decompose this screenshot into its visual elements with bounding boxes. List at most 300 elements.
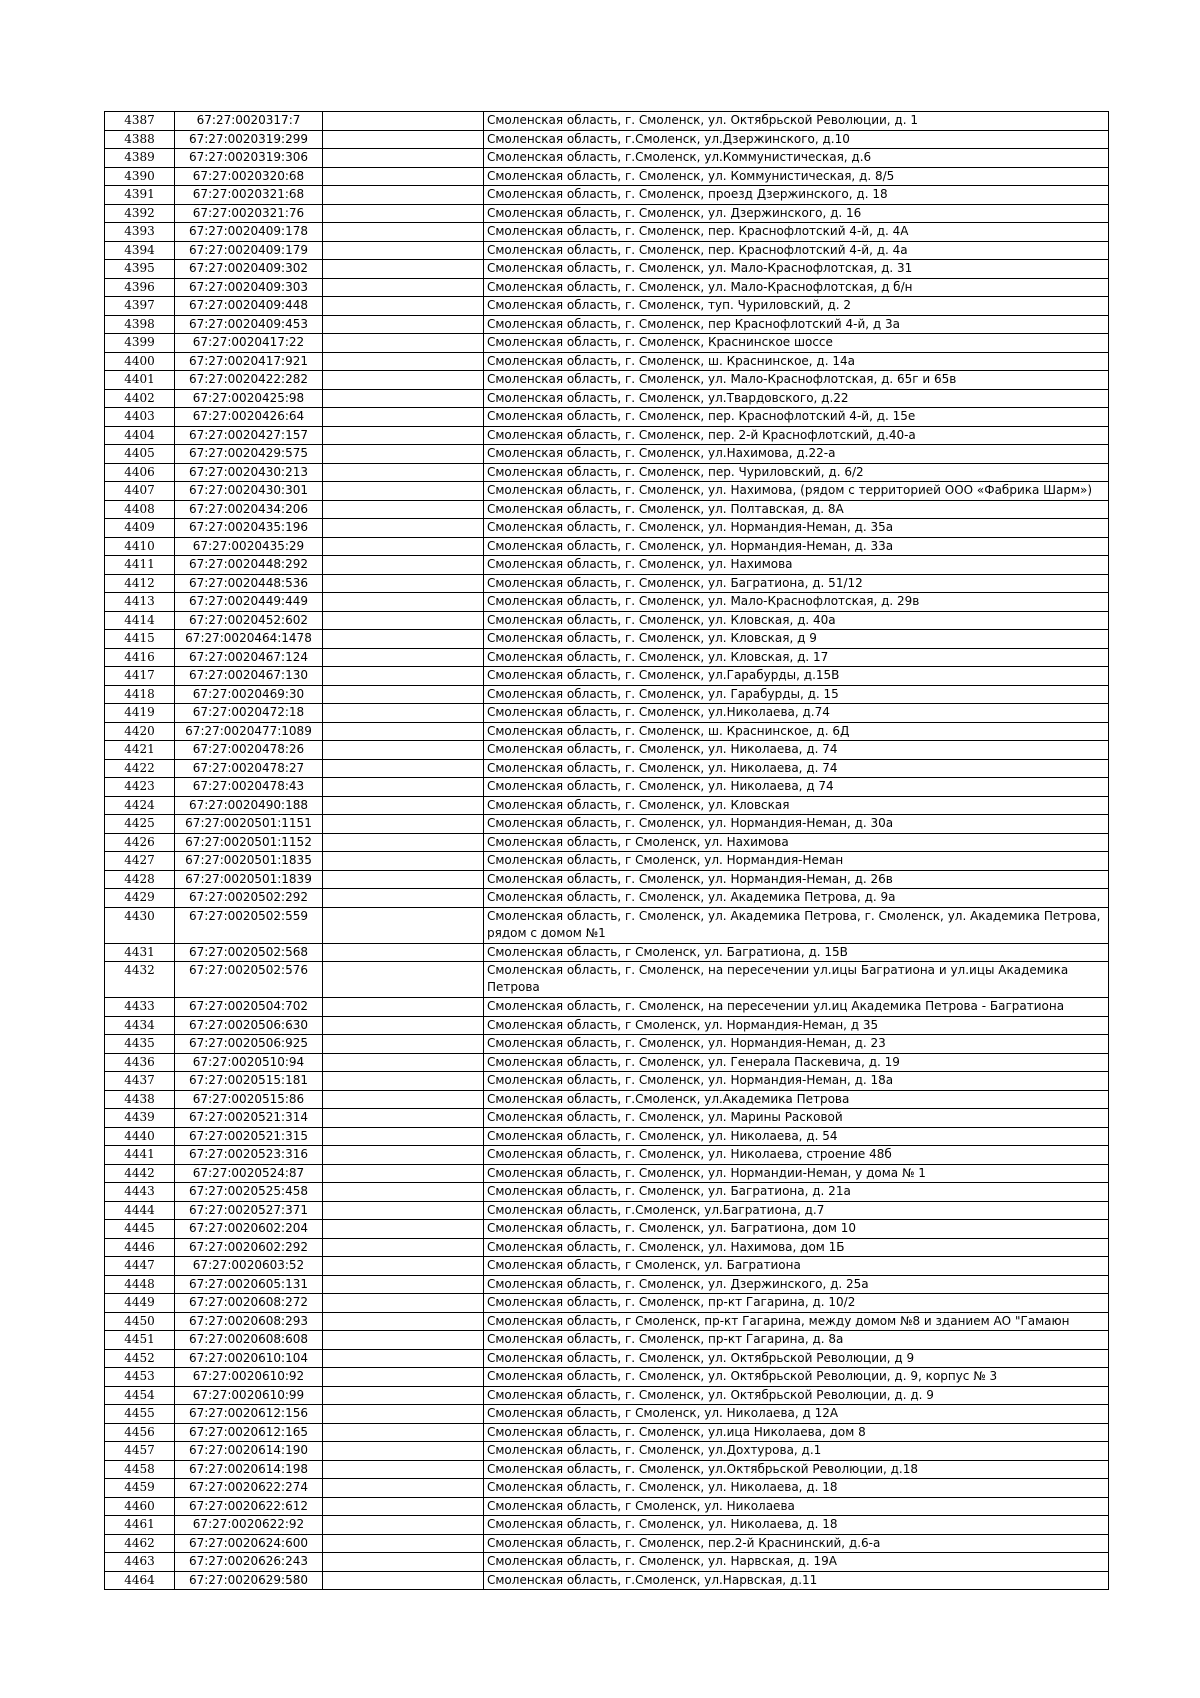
table-row — [105, 1423, 1109, 1442]
cadastral-number-cell: 67:27:0020417:921 — [175, 352, 323, 371]
table-row — [105, 1405, 1109, 1424]
cadastral-number-cell: 67:27:0020478:27 — [175, 759, 323, 778]
cadastral-number-cell: 67:27:0020490:188 — [175, 796, 323, 815]
cadastral-number-cell: 67:27:0020624:600 — [175, 1534, 323, 1553]
address-cell: Смоленская область, г. Смоленск, ул. Дзержинского, д. 16 — [484, 204, 1109, 223]
empty-cell — [323, 685, 484, 704]
empty-cell — [323, 611, 484, 630]
address-cell: Смоленская область, г. Смоленск, ул. Нормандия-Неман, д. 35а — [484, 519, 1109, 538]
address-cell: Смоленская область, г Смоленск, ул. Багратиона — [484, 1257, 1109, 1276]
cadastral-number-cell: 67:27:0020321:68 — [175, 186, 323, 205]
table-row — [105, 1497, 1109, 1516]
table-row — [105, 889, 1109, 908]
row-number-cell: 4451 — [105, 1331, 175, 1350]
row-number-cell: 4462 — [105, 1534, 175, 1553]
cadastral-number-cell: 67:27:0020610:99 — [175, 1386, 323, 1405]
address-cell: Смоленская область, г. Смоленск, ул.Николаева, д.74 — [484, 704, 1109, 723]
table-row — [105, 1090, 1109, 1109]
cadastral-number-cell: 67:27:0020525:458 — [175, 1183, 323, 1202]
address-cell: Смоленская область, г. Смоленск, ул. Багратиона, дом 10 — [484, 1220, 1109, 1239]
empty-cell — [323, 1479, 484, 1498]
cadastral-number-cell: 67:27:0020502:576 — [175, 962, 323, 998]
empty-cell — [323, 1090, 484, 1109]
row-number-cell: 4416 — [105, 648, 175, 667]
empty-cell — [323, 1072, 484, 1091]
cadastral-number-cell: 67:27:0020608:608 — [175, 1331, 323, 1350]
table-row — [105, 482, 1109, 501]
address-cell: Смоленская область, г. Смоленск, ул. Марины Расковой — [484, 1109, 1109, 1128]
address-cell: Смоленская область, г. Смоленск, ул. Нарвская, д. 19А — [484, 1553, 1109, 1572]
address-cell: Смоленская область, г. Смоленск, ул. Дзержинского, д. 25а — [484, 1275, 1109, 1294]
empty-cell — [323, 667, 484, 686]
cadastral-number-cell: 67:27:0020478:43 — [175, 778, 323, 797]
row-number-cell: 4404 — [105, 426, 175, 445]
empty-cell — [323, 778, 484, 797]
empty-cell — [323, 426, 484, 445]
table-row — [105, 408, 1109, 427]
row-number-cell: 4448 — [105, 1275, 175, 1294]
address-cell: Смоленская область, г Смоленск, ул. Нормандия-Неман, д 35 — [484, 1016, 1109, 1035]
cadastral-number-cell: 67:27:0020478:26 — [175, 741, 323, 760]
empty-cell — [323, 130, 484, 149]
address-cell: Смоленская область, г. Смоленск, ул. Мало-Краснофлотская, д. 29в — [484, 593, 1109, 612]
table-row — [105, 1238, 1109, 1257]
row-number-cell: 4432 — [105, 962, 175, 998]
cadastral-number-cell: 67:27:0020626:243 — [175, 1553, 323, 1572]
empty-cell — [323, 1053, 484, 1072]
table-row — [105, 998, 1109, 1017]
address-cell: Смоленская область, г. Смоленск, ул. Нахимова, (рядом с территорией ООО «Фабрика Шарм») — [484, 482, 1109, 501]
table-row — [105, 759, 1109, 778]
address-cell: Смоленская область, г Смоленск, ул. Нахимова — [484, 833, 1109, 852]
address-cell: Смоленская область, г. Смоленск, пер.2-й Краснинский, д.6-а — [484, 1534, 1109, 1553]
row-number-cell: 4408 — [105, 500, 175, 519]
address-cell: Смоленская область, г. Смоленск, Краснинское шоссе — [484, 334, 1109, 353]
empty-cell — [323, 630, 484, 649]
row-number-cell: 4438 — [105, 1090, 175, 1109]
table-row — [105, 1275, 1109, 1294]
cadastral-number-cell: 67:27:0020425:98 — [175, 389, 323, 408]
table-row — [105, 1220, 1109, 1239]
row-number-cell: 4427 — [105, 852, 175, 871]
table-row — [105, 519, 1109, 538]
empty-cell — [323, 1534, 484, 1553]
table-row — [105, 907, 1109, 943]
address-cell: Смоленская область, г.Смоленск, ул.Академика Петрова — [484, 1090, 1109, 1109]
empty-cell — [323, 1238, 484, 1257]
row-number-cell: 4402 — [105, 389, 175, 408]
empty-cell — [323, 1405, 484, 1424]
cadastral-number-cell: 67:27:0020612:156 — [175, 1405, 323, 1424]
address-cell: Смоленская область, г. Смоленск, ул. Кловская — [484, 796, 1109, 815]
cadastral-number-cell: 67:27:0020477:1089 — [175, 722, 323, 741]
cadastral-number-cell: 67:27:0020524:87 — [175, 1164, 323, 1183]
table-row — [105, 574, 1109, 593]
cadastral-number-cell: 67:27:0020472:18 — [175, 704, 323, 723]
row-number-cell: 4435 — [105, 1035, 175, 1054]
address-cell: Смоленская область, г. Смоленск, ул.Гарабурды, д.15В — [484, 667, 1109, 686]
row-number-cell: 4459 — [105, 1479, 175, 1498]
table-row — [105, 278, 1109, 297]
empty-cell — [323, 1183, 484, 1202]
address-cell: Смоленская область, г. Смоленск, ул.Нахимова, д.22-а — [484, 445, 1109, 464]
table-row — [105, 1053, 1109, 1072]
row-number-cell: 4418 — [105, 685, 175, 704]
table-row — [105, 352, 1109, 371]
cadastral-number-cell: 67:27:0020430:301 — [175, 482, 323, 501]
empty-cell — [323, 1368, 484, 1387]
table-row — [105, 371, 1109, 390]
cadastral-number-cell: 67:27:0020452:602 — [175, 611, 323, 630]
row-number-cell: 4429 — [105, 889, 175, 908]
empty-cell — [323, 1331, 484, 1350]
table-row — [105, 648, 1109, 667]
cadastral-number-cell: 67:27:0020409:178 — [175, 223, 323, 242]
empty-cell — [323, 870, 484, 889]
table-row — [105, 593, 1109, 612]
empty-cell — [323, 1386, 484, 1405]
table-row — [105, 1571, 1109, 1590]
address-cell: Смоленская область, г. Смоленск, пер Краснофлотский 4-й, д 3а — [484, 315, 1109, 334]
address-cell: Смоленская область, г. Смоленск, ул. Мало-Краснофлотская, д. 31 — [484, 260, 1109, 279]
empty-cell — [323, 815, 484, 834]
row-number-cell: 4394 — [105, 241, 175, 260]
row-number-cell: 4421 — [105, 741, 175, 760]
empty-cell — [323, 389, 484, 408]
table-row — [105, 630, 1109, 649]
cadastral-number-cell: 67:27:0020320:68 — [175, 167, 323, 186]
row-number-cell: 4431 — [105, 943, 175, 962]
row-number-cell: 4463 — [105, 1553, 175, 1572]
row-number-cell: 4406 — [105, 463, 175, 482]
cadastral-number-cell: 67:27:0020521:315 — [175, 1127, 323, 1146]
table-row — [105, 445, 1109, 464]
cadastral-number-cell: 67:27:0020426:64 — [175, 408, 323, 427]
row-number-cell: 4449 — [105, 1294, 175, 1313]
address-cell: Смоленская область, г. Смоленск, ул. Николаева, д. 74 — [484, 741, 1109, 760]
row-number-cell: 4439 — [105, 1109, 175, 1128]
cadastral-number-cell: 67:27:0020605:131 — [175, 1275, 323, 1294]
empty-cell — [323, 556, 484, 575]
cadastral-number-cell: 67:27:0020614:198 — [175, 1460, 323, 1479]
registry-table — [104, 111, 1109, 1590]
table-row — [105, 778, 1109, 797]
empty-cell — [323, 463, 484, 482]
cadastral-number-cell: 67:27:0020435:29 — [175, 537, 323, 556]
cadastral-number-cell: 67:27:0020501:1152 — [175, 833, 323, 852]
row-number-cell: 4414 — [105, 611, 175, 630]
row-number-cell: 4391 — [105, 186, 175, 205]
empty-cell — [323, 260, 484, 279]
cadastral-number-cell: 67:27:0020622:92 — [175, 1516, 323, 1535]
empty-cell — [323, 1294, 484, 1313]
row-number-cell: 4436 — [105, 1053, 175, 1072]
table-row — [105, 1349, 1109, 1368]
row-number-cell: 4409 — [105, 519, 175, 538]
row-number-cell: 4419 — [105, 704, 175, 723]
empty-cell — [323, 593, 484, 612]
cadastral-number-cell: 67:27:0020317:7 — [175, 112, 323, 131]
address-cell: Смоленская область, г. Смоленск, ул. Багратиона, д. 51/12 — [484, 574, 1109, 593]
registry-table-body — [105, 112, 1109, 1590]
empty-cell — [323, 445, 484, 464]
table-row — [105, 741, 1109, 760]
table-row — [105, 1386, 1109, 1405]
address-cell: Смоленская область, г.Смоленск, ул.Коммунистическая, д.6 — [484, 149, 1109, 168]
address-cell: Смоленская область, г. Смоленск, ул.Дохтурова, д.1 — [484, 1442, 1109, 1461]
table-row — [105, 241, 1109, 260]
row-number-cell: 4420 — [105, 722, 175, 741]
cadastral-number-cell: 67:27:0020502:559 — [175, 907, 323, 943]
row-number-cell: 4453 — [105, 1368, 175, 1387]
empty-cell — [323, 500, 484, 519]
row-number-cell: 4393 — [105, 223, 175, 242]
row-number-cell: 4442 — [105, 1164, 175, 1183]
table-row — [105, 1294, 1109, 1313]
row-number-cell: 4401 — [105, 371, 175, 390]
row-number-cell: 4445 — [105, 1220, 175, 1239]
cadastral-number-cell: 67:27:0020629:580 — [175, 1571, 323, 1590]
address-cell: Смоленская область, г. Смоленск, ул. Мало-Краснофлотская, д. 65г и 65в — [484, 371, 1109, 390]
table-row — [105, 149, 1109, 168]
address-cell: Смоленская область, г. Смоленск, ул. Николаева, д 74 — [484, 778, 1109, 797]
row-number-cell: 4411 — [105, 556, 175, 575]
empty-cell — [323, 833, 484, 852]
empty-cell — [323, 1442, 484, 1461]
empty-cell — [323, 167, 484, 186]
row-number-cell: 4417 — [105, 667, 175, 686]
row-number-cell: 4413 — [105, 593, 175, 612]
cadastral-number-cell: 67:27:0020319:306 — [175, 149, 323, 168]
row-number-cell: 4389 — [105, 149, 175, 168]
cadastral-number-cell: 67:27:0020429:575 — [175, 445, 323, 464]
address-cell: Смоленская область, г. Смоленск, пер. Краснофлотский 4-й, д. 4А — [484, 223, 1109, 242]
table-row — [105, 463, 1109, 482]
empty-cell — [323, 648, 484, 667]
row-number-cell: 4424 — [105, 796, 175, 815]
empty-cell — [323, 1423, 484, 1442]
table-row — [105, 1331, 1109, 1350]
address-cell: Смоленская область, г. Смоленск, ул. Николаева, д. 54 — [484, 1127, 1109, 1146]
address-cell: Смоленская область, г. Смоленск, ул. Нормандия-Неман, д. 30а — [484, 815, 1109, 834]
table-row — [105, 1553, 1109, 1572]
address-cell: Смоленская область, г. Смоленск, пер. 2-й Краснофлотский, д.40-а — [484, 426, 1109, 445]
row-number-cell: 4415 — [105, 630, 175, 649]
empty-cell — [323, 241, 484, 260]
cadastral-number-cell: 67:27:0020612:165 — [175, 1423, 323, 1442]
row-number-cell: 4443 — [105, 1183, 175, 1202]
address-cell: Смоленская область, г.Смоленск, ул.Багратиона, д.7 — [484, 1201, 1109, 1220]
row-number-cell: 4444 — [105, 1201, 175, 1220]
row-number-cell: 4388 — [105, 130, 175, 149]
address-cell: Смоленская область, г. Смоленск, ул. Нахимова, дом 1Б — [484, 1238, 1109, 1257]
address-cell: Смоленская область, г. Смоленск, ул. Николаева, д. 74 — [484, 759, 1109, 778]
address-cell: Смоленская область, г. Смоленск, пр-кт Гагарина, д. 8а — [484, 1331, 1109, 1350]
cadastral-number-cell: 67:27:0020610:92 — [175, 1368, 323, 1387]
table-row — [105, 426, 1109, 445]
cadastral-number-cell: 67:27:0020622:612 — [175, 1497, 323, 1516]
row-number-cell: 4446 — [105, 1238, 175, 1257]
row-number-cell: 4392 — [105, 204, 175, 223]
empty-cell — [323, 1516, 484, 1535]
empty-cell — [323, 482, 484, 501]
row-number-cell: 4426 — [105, 833, 175, 852]
table-row — [105, 1127, 1109, 1146]
address-cell: Смоленская область, г. Смоленск, ул. Генерала Паскевича, д. 19 — [484, 1053, 1109, 1072]
empty-cell — [323, 1571, 484, 1590]
empty-cell — [323, 537, 484, 556]
address-cell: Смоленская область, г. Смоленск, ул. Октябрьской Революции, д. 9, корпус № 3 — [484, 1368, 1109, 1387]
table-row — [105, 204, 1109, 223]
cadastral-number-cell: 67:27:0020608:293 — [175, 1312, 323, 1331]
cadastral-number-cell: 67:27:0020502:568 — [175, 943, 323, 962]
cadastral-number-cell: 67:27:0020321:76 — [175, 204, 323, 223]
table-row — [105, 833, 1109, 852]
row-number-cell: 4452 — [105, 1349, 175, 1368]
cadastral-number-cell: 67:27:0020622:274 — [175, 1479, 323, 1498]
table-row — [105, 1312, 1109, 1331]
table-row — [105, 704, 1109, 723]
cadastral-number-cell: 67:27:0020501:1839 — [175, 870, 323, 889]
address-cell: Смоленская область, г. Смоленск, ул. Мало-Краснофлотская, д б/н — [484, 278, 1109, 297]
cadastral-number-cell: 67:27:0020504:702 — [175, 998, 323, 1017]
address-cell: Смоленская область, г. Смоленск, проезд Дзержинского, д. 18 — [484, 186, 1109, 205]
empty-cell — [323, 889, 484, 908]
empty-cell — [323, 1349, 484, 1368]
cadastral-number-cell: 67:27:0020448:292 — [175, 556, 323, 575]
address-cell: Смоленская область, г. Смоленск, ул. Николаева, д. 18 — [484, 1479, 1109, 1498]
address-cell: Смоленская область, г. Смоленск, на пересечении ул.иц Академика Петрова - Багратиона — [484, 998, 1109, 1017]
empty-cell — [323, 112, 484, 131]
cadastral-number-cell: 67:27:0020510:94 — [175, 1053, 323, 1072]
empty-cell — [323, 204, 484, 223]
cadastral-number-cell: 67:27:0020521:314 — [175, 1109, 323, 1128]
address-cell: Смоленская область, г. Смоленск, на пересечении ул.ицы Багратиона и ул.ицы Академика Петрова — [484, 962, 1109, 998]
empty-cell — [323, 1220, 484, 1239]
cadastral-number-cell: 67:27:0020603:52 — [175, 1257, 323, 1276]
empty-cell — [323, 1127, 484, 1146]
table-row — [105, 1146, 1109, 1165]
row-number-cell: 4405 — [105, 445, 175, 464]
cadastral-number-cell: 67:27:0020448:536 — [175, 574, 323, 593]
table-row — [105, 852, 1109, 871]
table-row — [105, 556, 1109, 575]
table-row — [105, 112, 1109, 131]
cadastral-number-cell: 67:27:0020430:213 — [175, 463, 323, 482]
row-number-cell: 4454 — [105, 1386, 175, 1405]
cadastral-number-cell: 67:27:0020435:196 — [175, 519, 323, 538]
table-row — [105, 1516, 1109, 1535]
table-row — [105, 943, 1109, 962]
row-number-cell: 4458 — [105, 1460, 175, 1479]
row-number-cell: 4457 — [105, 1442, 175, 1461]
row-number-cell: 4412 — [105, 574, 175, 593]
empty-cell — [323, 278, 484, 297]
empty-cell — [323, 943, 484, 962]
empty-cell — [323, 704, 484, 723]
table-row — [105, 500, 1109, 519]
address-cell: Смоленская область, г Смоленск, ул. Багратиона, д. 15В — [484, 943, 1109, 962]
empty-cell — [323, 223, 484, 242]
cadastral-number-cell: 67:27:0020409:302 — [175, 260, 323, 279]
table-row — [105, 315, 1109, 334]
table-row — [105, 796, 1109, 815]
address-cell: Смоленская область, г. Смоленск, туп. Чуриловский, д. 2 — [484, 297, 1109, 316]
address-cell: Смоленская область, г. Смоленск, ул. Октябрьской Революции, д. д. 9 — [484, 1386, 1109, 1405]
address-cell: Смоленская область, г. Смоленск, ул.Твардовского, д.22 — [484, 389, 1109, 408]
address-cell: Смоленская область, г Смоленск, пр-кт Гагарина, между домом №8 и зданием АО "Гамаюн — [484, 1312, 1109, 1331]
row-number-cell: 4430 — [105, 907, 175, 943]
address-cell: Смоленская область, г. Смоленск, ул. Кловская, д. 40а — [484, 611, 1109, 630]
cadastral-number-cell: 67:27:0020467:124 — [175, 648, 323, 667]
empty-cell — [323, 574, 484, 593]
row-number-cell: 4423 — [105, 778, 175, 797]
empty-cell — [323, 1109, 484, 1128]
address-cell: Смоленская область, г. Смоленск, ул.ица Николаева, дом 8 — [484, 1423, 1109, 1442]
empty-cell — [323, 1257, 484, 1276]
address-cell: Смоленская область, г. Смоленск, пер. Краснофлотский 4-й, д. 15е — [484, 408, 1109, 427]
table-row — [105, 1442, 1109, 1461]
row-number-cell: 4461 — [105, 1516, 175, 1535]
table-row — [105, 722, 1109, 741]
address-cell: Смоленская область, г. Смоленск, ул. Нормандия-Неман, д. 18а — [484, 1072, 1109, 1091]
cadastral-number-cell: 67:27:0020608:272 — [175, 1294, 323, 1313]
cadastral-number-cell: 67:27:0020527:371 — [175, 1201, 323, 1220]
table-row — [105, 1072, 1109, 1091]
address-cell: Смоленская область, г Смоленск, ул. Нормандия-Неман — [484, 852, 1109, 871]
address-cell: Смоленская область, г. Смоленск, ул. Гарабурды, д. 15 — [484, 685, 1109, 704]
table-row — [105, 297, 1109, 316]
address-cell: Смоленская область, г. Смоленск, ул. Нахимова — [484, 556, 1109, 575]
row-number-cell: 4399 — [105, 334, 175, 353]
cadastral-number-cell: 67:27:0020501:1151 — [175, 815, 323, 834]
table-row — [105, 962, 1109, 998]
address-cell: Смоленская область, г.Смоленск, ул.Нарвская, д.11 — [484, 1571, 1109, 1590]
row-number-cell: 4428 — [105, 870, 175, 889]
address-cell: Смоленская область, г. Смоленск, ул. Академика Петрова, д. 9а — [484, 889, 1109, 908]
row-number-cell: 4407 — [105, 482, 175, 501]
row-number-cell: 4425 — [105, 815, 175, 834]
address-cell: Смоленская область, г. Смоленск, ул. Багратиона, д. 21а — [484, 1183, 1109, 1202]
row-number-cell: 4403 — [105, 408, 175, 427]
table-row — [105, 1016, 1109, 1035]
table-row — [105, 870, 1109, 889]
row-number-cell: 4400 — [105, 352, 175, 371]
cadastral-number-cell: 67:27:0020602:204 — [175, 1220, 323, 1239]
row-number-cell: 4433 — [105, 998, 175, 1017]
empty-cell — [323, 1035, 484, 1054]
cadastral-number-cell: 67:27:0020409:179 — [175, 241, 323, 260]
address-cell: Смоленская область, г. Смоленск, ул. Октябрьской Революции, д. 1 — [484, 112, 1109, 131]
cadastral-number-cell: 67:27:0020614:190 — [175, 1442, 323, 1461]
table-row — [105, 1368, 1109, 1387]
table-row — [105, 815, 1109, 834]
cadastral-number-cell: 67:27:0020515:86 — [175, 1090, 323, 1109]
table-row — [105, 1201, 1109, 1220]
row-number-cell: 4396 — [105, 278, 175, 297]
address-cell: Смоленская область, г. Смоленск, ул. Николаева, строение 48б — [484, 1146, 1109, 1165]
address-cell: Смоленская область, г. Смоленск, ул. Октябрьской Революции, д 9 — [484, 1349, 1109, 1368]
cadastral-number-cell: 67:27:0020501:1835 — [175, 852, 323, 871]
cadastral-number-cell: 67:27:0020467:130 — [175, 667, 323, 686]
address-cell: Смоленская область, г. Смоленск, ул. Нормандия-Неман, д. 23 — [484, 1035, 1109, 1054]
cadastral-number-cell: 67:27:0020515:181 — [175, 1072, 323, 1091]
row-number-cell: 4450 — [105, 1312, 175, 1331]
cadastral-number-cell: 67:27:0020409:448 — [175, 297, 323, 316]
empty-cell — [323, 1497, 484, 1516]
row-number-cell: 4460 — [105, 1497, 175, 1516]
table-row — [105, 389, 1109, 408]
